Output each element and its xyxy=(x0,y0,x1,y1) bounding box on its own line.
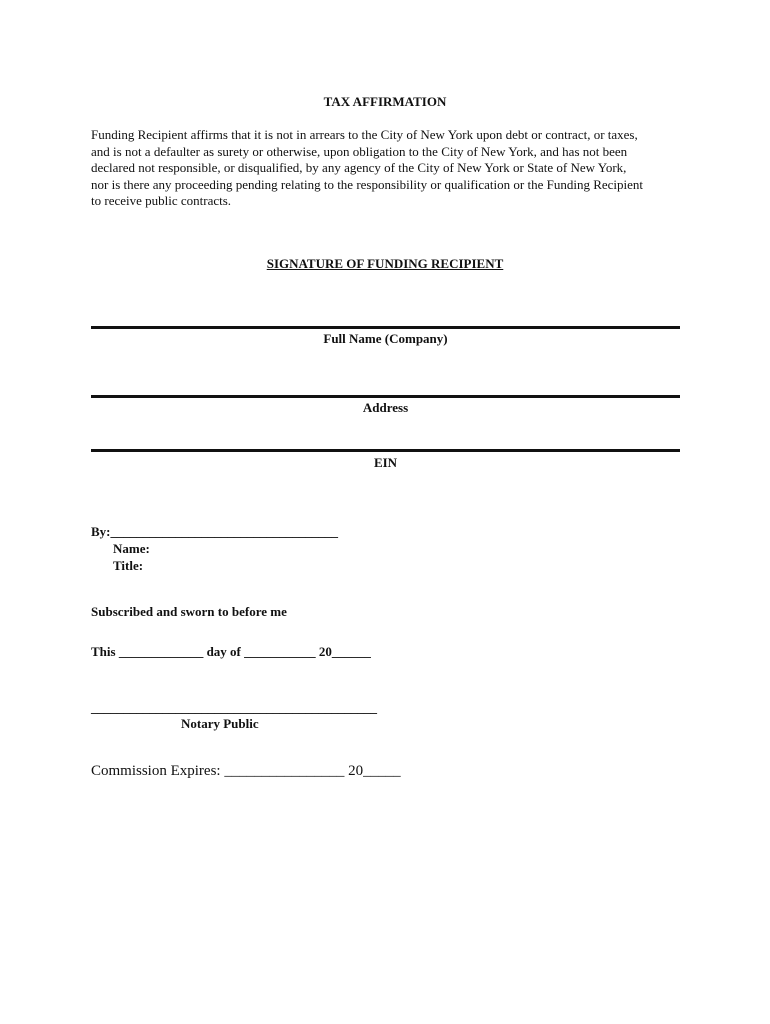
notary-public-label: Notary Public xyxy=(181,716,259,731)
document-title: TAX AFFIRMATION xyxy=(323,94,447,109)
ein-signature-line[interactable] xyxy=(91,449,680,452)
full-name-signature-line[interactable] xyxy=(91,326,680,329)
by-signature-line[interactable]: By:___________________________________ xyxy=(91,524,338,539)
paragraph-line: declared not responsible, or disqualified, by any agency of the City of New York or State of New York, xyxy=(91,160,627,175)
paragraph-line: nor is there any proceeding pending relating to the responsibility or qualification or the Funding Recipient xyxy=(91,176,644,192)
ein-label: EIN xyxy=(373,455,398,470)
affirmation-paragraph xyxy=(91,127,683,210)
name-label: Name: xyxy=(113,541,150,556)
commission-expires-line[interactable]: Commission Expires: ________________ 20_____ xyxy=(91,763,401,779)
signature-heading: SIGNATURE OF FUNDING RECIPIENT xyxy=(266,256,504,271)
notary-signature-line[interactable]: ____________________________________________ xyxy=(91,700,377,715)
address-signature-line[interactable] xyxy=(91,395,680,398)
subscribed-text: Subscribed and sworn to before me xyxy=(91,604,287,619)
address-label: Address xyxy=(362,400,409,415)
full-name-label: Full Name (Company) xyxy=(323,331,448,346)
title-label: Title: xyxy=(113,558,144,573)
paragraph-line: to receive public contracts. xyxy=(91,193,232,208)
date-line[interactable]: This _____________ day of ___________ 20______ xyxy=(91,644,371,659)
paragraph-line: Funding Recipient affirms that it is not in arrears to the City of New York upon debt or contract, or taxes, xyxy=(91,127,638,142)
paragraph-line: and is not a defaulter as surety or otherwise, upon obligation to the City of New York, and has not been xyxy=(91,143,628,159)
